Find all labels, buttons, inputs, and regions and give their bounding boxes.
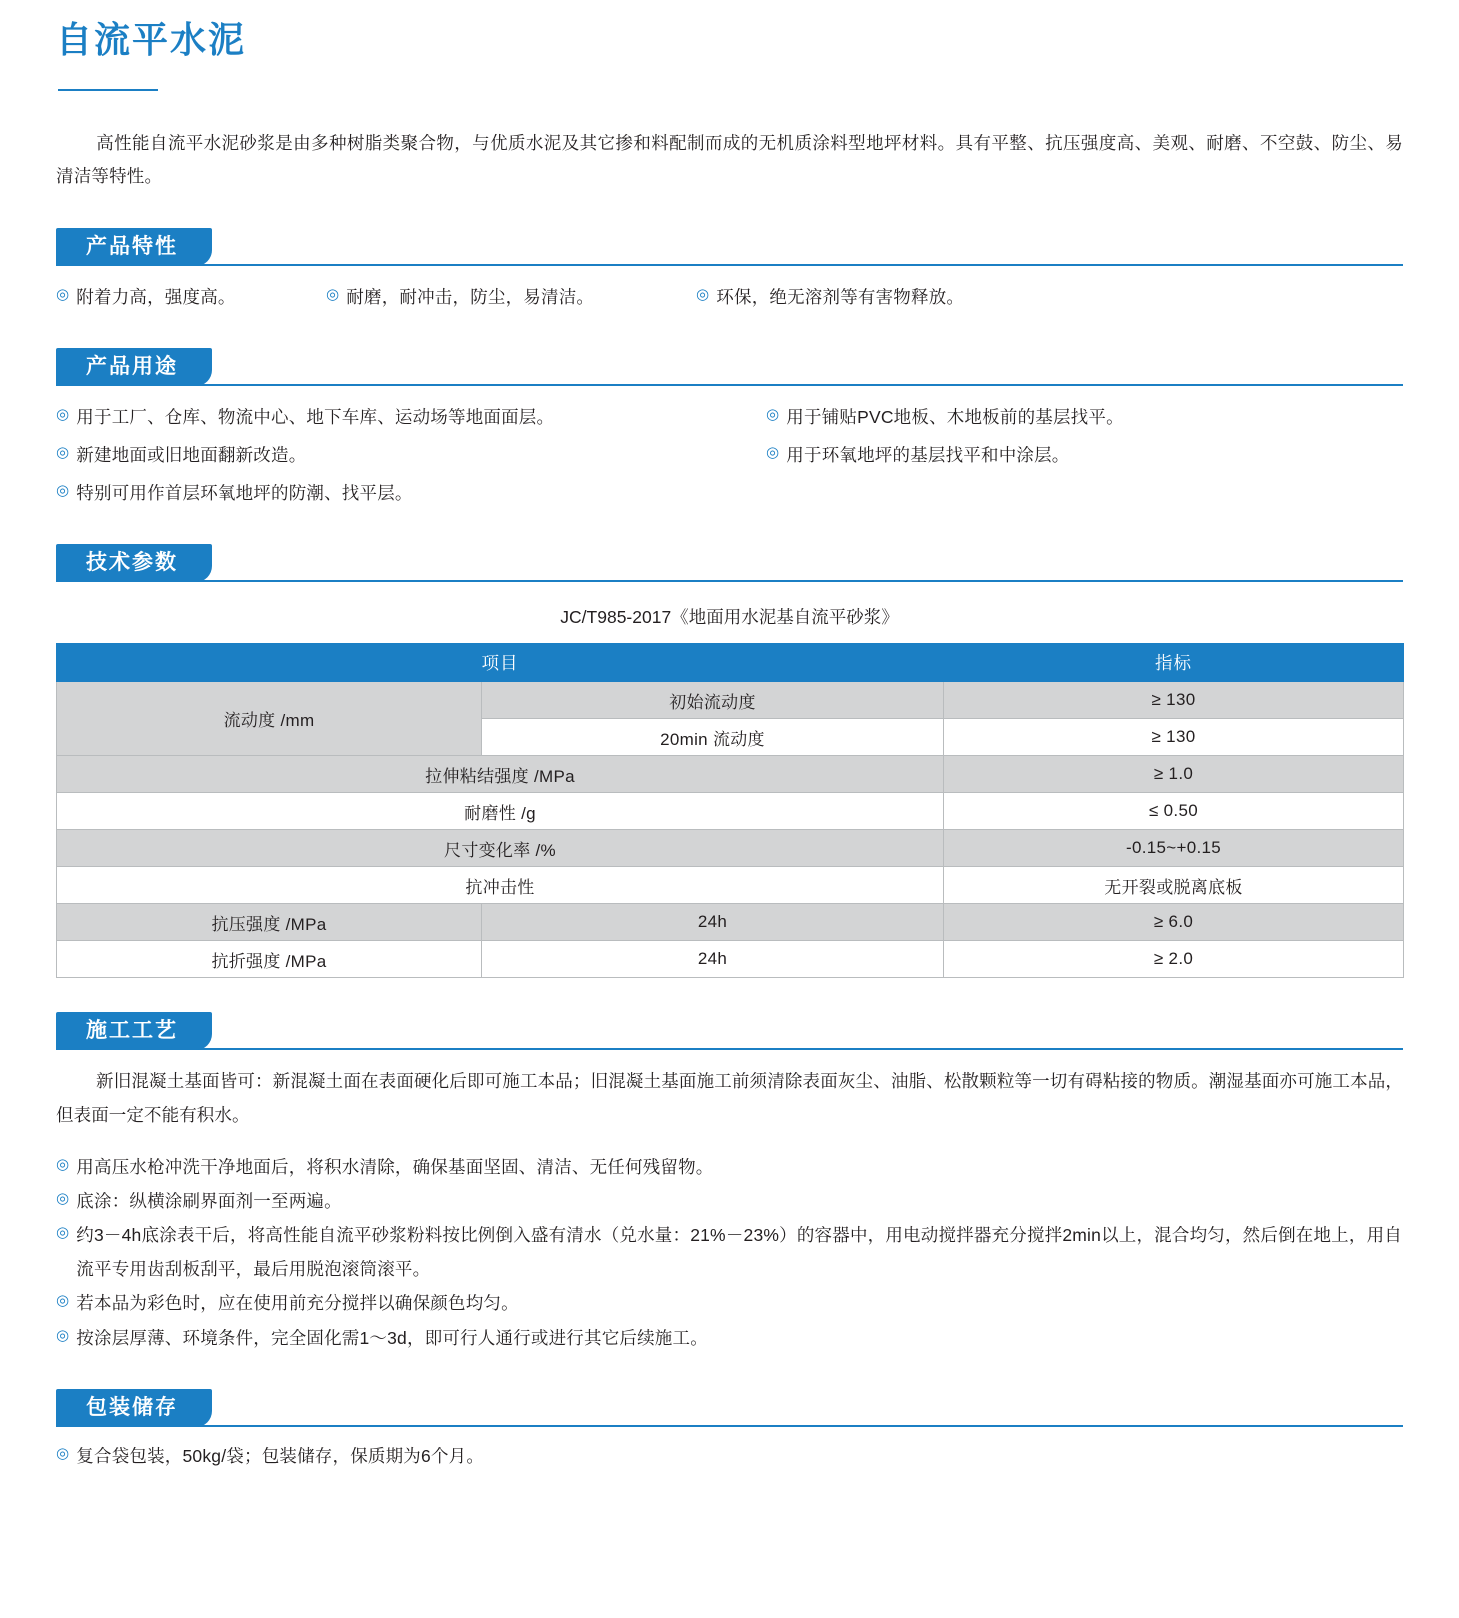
table-cell-name: 流动度 /mm xyxy=(57,682,482,756)
table-row xyxy=(57,904,1404,941)
table-cell-name: 抗压强度 /MPa xyxy=(57,904,482,941)
table-row xyxy=(57,793,1404,830)
section-tech xyxy=(56,544,1403,978)
bullet-circle-icon: ◎ xyxy=(56,405,70,423)
list-item xyxy=(56,1184,1403,1218)
tech-spec-table xyxy=(56,643,1404,978)
process-paragraph-text: 新旧混凝土基面皆可：新混凝土面在表面硬化后即可施工本品；旧混凝土基面施工前须清除表面灰尘、油脂、松散颗粒等一切有碍粘接的物质。潮湿基面亦可施工本品，但表面一定不能有积水。 xyxy=(56,1071,1403,1126)
features-heading-rule xyxy=(56,264,1403,266)
table-cell-sub: 初始流动度 xyxy=(482,682,944,719)
process-heading xyxy=(56,1012,1403,1050)
bullet-circle-icon: ◎ xyxy=(766,405,780,423)
process-paragraph xyxy=(56,1064,1403,1132)
list-item-label: 特别可用作首层环氧地坪的防潮、找平层。 xyxy=(76,483,413,504)
packaging-heading-label: 包装储存 xyxy=(56,1389,212,1427)
list-item xyxy=(56,1439,1403,1473)
product-datasheet-page xyxy=(0,18,1459,1533)
bullet-circle-icon: ◎ xyxy=(56,482,70,500)
table-column-header-item: 项目 xyxy=(57,644,944,682)
process-list xyxy=(56,1150,1403,1355)
list-item-label: 耐磨，耐冲击，防尘，易清洁。 xyxy=(346,286,595,307)
intro-paragraph xyxy=(56,127,1403,194)
list-item-label: 新建地面或旧地面翻新改造。 xyxy=(76,444,307,465)
list-item-label: 复合袋包装，50kg/袋；包装储存，保质期为6个月。 xyxy=(76,1445,485,1466)
list-item-label: 约3－4h底涂表干后，将高性能自流平砂浆粉料按比例倒入盛有清水（兑水量：21%－23%）的容器中，用电动搅拌器充分搅拌2min以上，混合均匀，然后倒在地上，用自流平专用齿刮板刮平，最后用脱泡滚筒滚平。 xyxy=(76,1225,1402,1280)
uses-heading-rule xyxy=(56,384,1403,386)
section-process xyxy=(56,1012,1403,1355)
table-column-header-index: 指标 xyxy=(944,644,1404,682)
table-cell-sub: 20min 流动度 xyxy=(482,719,944,756)
packaging-heading xyxy=(56,1389,1403,1427)
table-cell-value: ≤ 0.50 xyxy=(944,793,1404,830)
list-item xyxy=(56,1150,1403,1184)
table-row xyxy=(57,941,1404,978)
table-cell-name: 尺寸变化率 /% xyxy=(57,830,944,867)
list-item xyxy=(56,400,766,434)
tech-heading-rule xyxy=(56,580,1403,582)
list-item xyxy=(766,400,1403,434)
list-item xyxy=(56,476,766,510)
packaging-list xyxy=(56,1439,1403,1473)
table-row xyxy=(57,867,1404,904)
uses-heading xyxy=(56,348,1403,386)
standard-caption: JC/T985-2017《地面用水泥基自流平砂浆》 xyxy=(560,607,899,628)
features-list xyxy=(56,280,1403,314)
bullet-circle-icon: ◎ xyxy=(326,285,340,303)
list-item xyxy=(766,438,1403,472)
table-cell-value: ≥ 130 xyxy=(944,719,1404,756)
table-cell-sub: 24h xyxy=(482,904,944,941)
table-row xyxy=(57,682,1404,719)
list-item-label: 按涂层厚薄、环境条件，完全固化需1～3d，即可行人通行或进行其它后续施工。 xyxy=(76,1327,708,1348)
table-cell-value: 无开裂或脱离底板 xyxy=(944,867,1404,904)
footer-spacer xyxy=(56,1473,1403,1533)
process-heading-rule xyxy=(56,1048,1403,1050)
list-item xyxy=(56,280,326,314)
bullet-circle-icon: ◎ xyxy=(56,1326,70,1344)
section-uses xyxy=(56,348,1403,510)
list-item xyxy=(56,1218,1403,1286)
features-heading-label: 产品特性 xyxy=(56,228,212,266)
bullet-circle-icon: ◎ xyxy=(56,1224,70,1242)
list-item xyxy=(56,1286,1403,1320)
page-title: 自流平水泥 xyxy=(56,19,247,60)
uses-heading-label: 产品用途 xyxy=(56,348,212,386)
table-cell-name: 拉伸粘结强度 /MPa xyxy=(57,756,944,793)
list-item-label: 用高压水枪冲洗干净地面后，将积水清除，确保基面坚固、清洁、无任何残留物。 xyxy=(76,1156,714,1177)
list-item-label: 附着力高，强度高。 xyxy=(76,286,236,307)
list-item xyxy=(326,280,696,314)
bullet-circle-icon: ◎ xyxy=(56,443,70,461)
list-item-label: 环保，绝无溶剂等有害物释放。 xyxy=(716,286,965,307)
bullet-circle-icon: ◎ xyxy=(766,443,780,461)
list-item xyxy=(696,280,964,314)
packaging-heading-rule xyxy=(56,1425,1403,1427)
title-underline xyxy=(58,89,158,91)
list-item-label: 用于环氧地坪的基层找平和中涂层。 xyxy=(786,444,1070,465)
table-cell-name: 抗折强度 /MPa xyxy=(57,941,482,978)
uses-list xyxy=(56,400,1403,510)
list-item-label: 用于工厂、仓库、物流中心、地下车库、运动场等地面面层。 xyxy=(76,406,555,427)
list-item-label: 用于铺贴PVC地板、木地板前的基层找平。 xyxy=(786,406,1124,427)
section-packaging xyxy=(56,1389,1403,1473)
bullet-circle-icon: ◎ xyxy=(56,1444,70,1462)
list-item-label: 底涂：纵横涂刷界面剂一至两遍。 xyxy=(76,1191,342,1212)
process-heading-label: 施工工艺 xyxy=(56,1012,212,1050)
table-cell-name: 抗冲击性 xyxy=(57,867,944,904)
list-item-label: 若本品为彩色时，应在使用前充分搅拌以确保颜色均匀。 xyxy=(76,1293,519,1314)
table-header-row xyxy=(57,644,1404,682)
section-features xyxy=(56,228,1403,314)
bullet-circle-icon: ◎ xyxy=(696,285,710,303)
table-row xyxy=(57,756,1404,793)
tech-heading xyxy=(56,544,1403,582)
list-item xyxy=(56,438,766,472)
bullet-circle-icon: ◎ xyxy=(56,1190,70,1208)
tech-heading-label: 技术参数 xyxy=(56,544,212,582)
table-cell-value: ≥ 6.0 xyxy=(944,904,1404,941)
intro-text: 高性能自流平水泥砂浆是由多种树脂类聚合物，与优质水泥及其它掺和料配制而成的无机质涂料型地坪材料。具有平整、抗压强度高、美观、耐磨、不空鼓、防尘、易清洁等特性。 xyxy=(56,133,1403,187)
table-cell-value: -0.15~+0.15 xyxy=(944,830,1404,867)
bullet-circle-icon: ◎ xyxy=(56,1155,70,1173)
table-cell-value: ≥ 130 xyxy=(944,682,1404,719)
table-cell-value: ≥ 2.0 xyxy=(944,941,1404,978)
bullet-circle-icon: ◎ xyxy=(56,285,70,303)
bullet-circle-icon: ◎ xyxy=(56,1292,70,1310)
table-cell-value: ≥ 1.0 xyxy=(944,756,1404,793)
table-cell-name: 耐磨性 /g xyxy=(57,793,944,830)
table-cell-sub: 24h xyxy=(482,941,944,978)
table-row xyxy=(57,830,1404,867)
list-item xyxy=(56,1321,1403,1355)
features-heading xyxy=(56,228,1403,266)
